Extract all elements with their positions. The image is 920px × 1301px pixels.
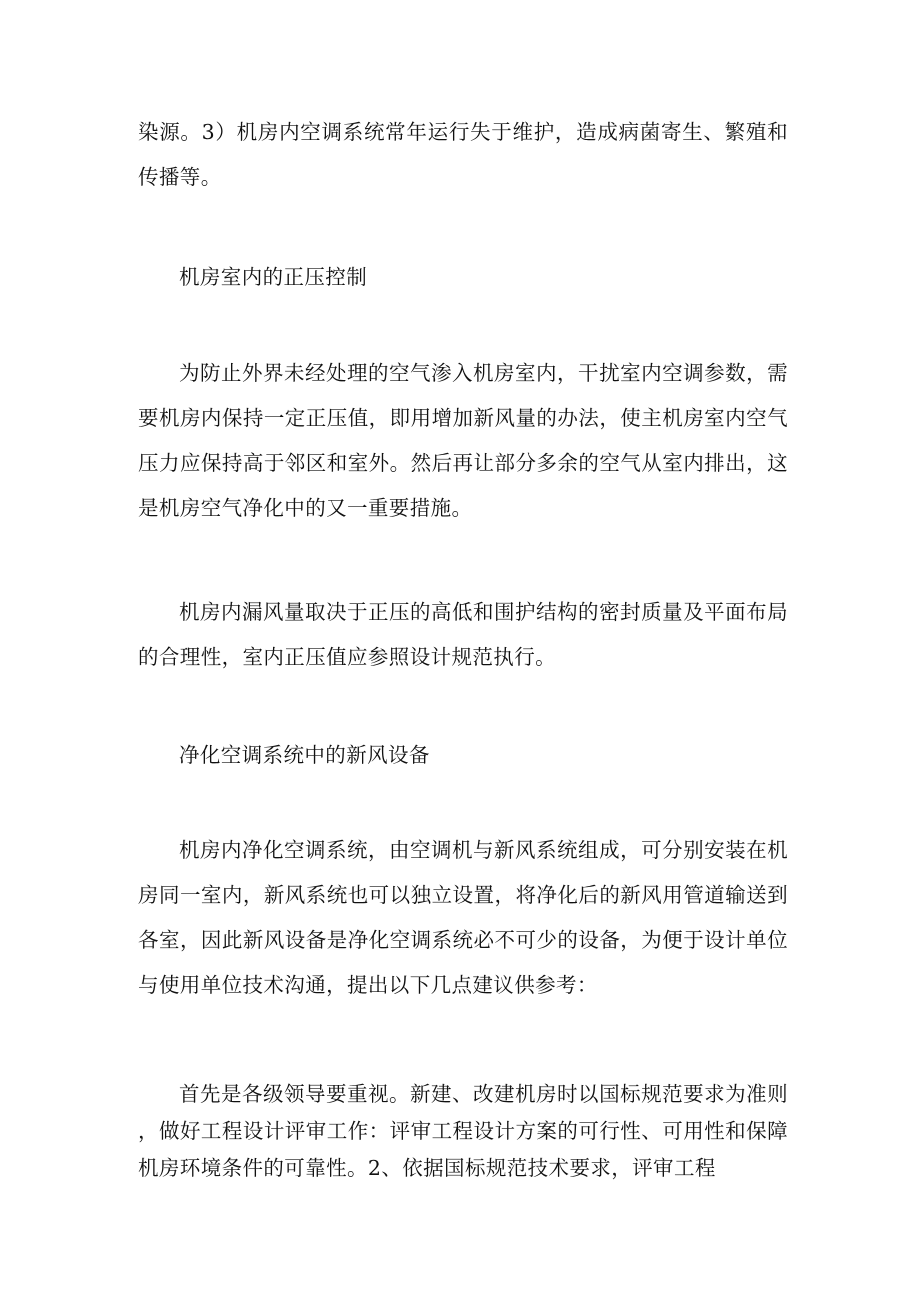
heading-positive-pressure: 机房室内的正压控制 bbox=[179, 265, 368, 289]
paragraph-continuation: 染源。3）机房内空调系统常年运行失于维护，造成病菌寄生、繁殖和传播等。 bbox=[138, 120, 788, 189]
paragraph-fresh-air-2: 首先是各级领导要重视。新建、改建机房时以国标规范要求为准则，做好工程设计评审工作：评审工程设计方案的可行性、可用性和保障机房环境条件的可靠性。2、依据国标规范技术要求，评审工程 bbox=[138, 1082, 788, 1180]
heading-fresh-air: 净化空调系统中的新风设备 bbox=[179, 743, 430, 767]
paragraph-positive-pressure-1: 为防止外界未经处理的空气渗入机房室内，干扰室内空调参数，需要机房内保持一定正压值，即用增加新风量的办法，使主机房室内空气压力应保持高于邻区和室外。然后再让部分多余的空气从室内排出，这是机房空气净化中的又一重要措施。 bbox=[138, 361, 788, 520]
paragraph-positive-pressure-2: 机房内漏风量取决于正压的高低和围护结构的密封质量及平面布局的合理性，室内正压值应参照设计规范执行。 bbox=[138, 600, 788, 669]
paragraph-fresh-air-1: 机房内净化空调系统，由空调机与新风系统组成，可分别安装在机房同一室内，新风系统也可以独立设置，将净化后的新风用管道输送到各室，因此新风设备是净化空调系统必不可少的设备，为便于设计单位与使用单位技术沟通，提出以下几点建议供参考： bbox=[138, 838, 788, 997]
